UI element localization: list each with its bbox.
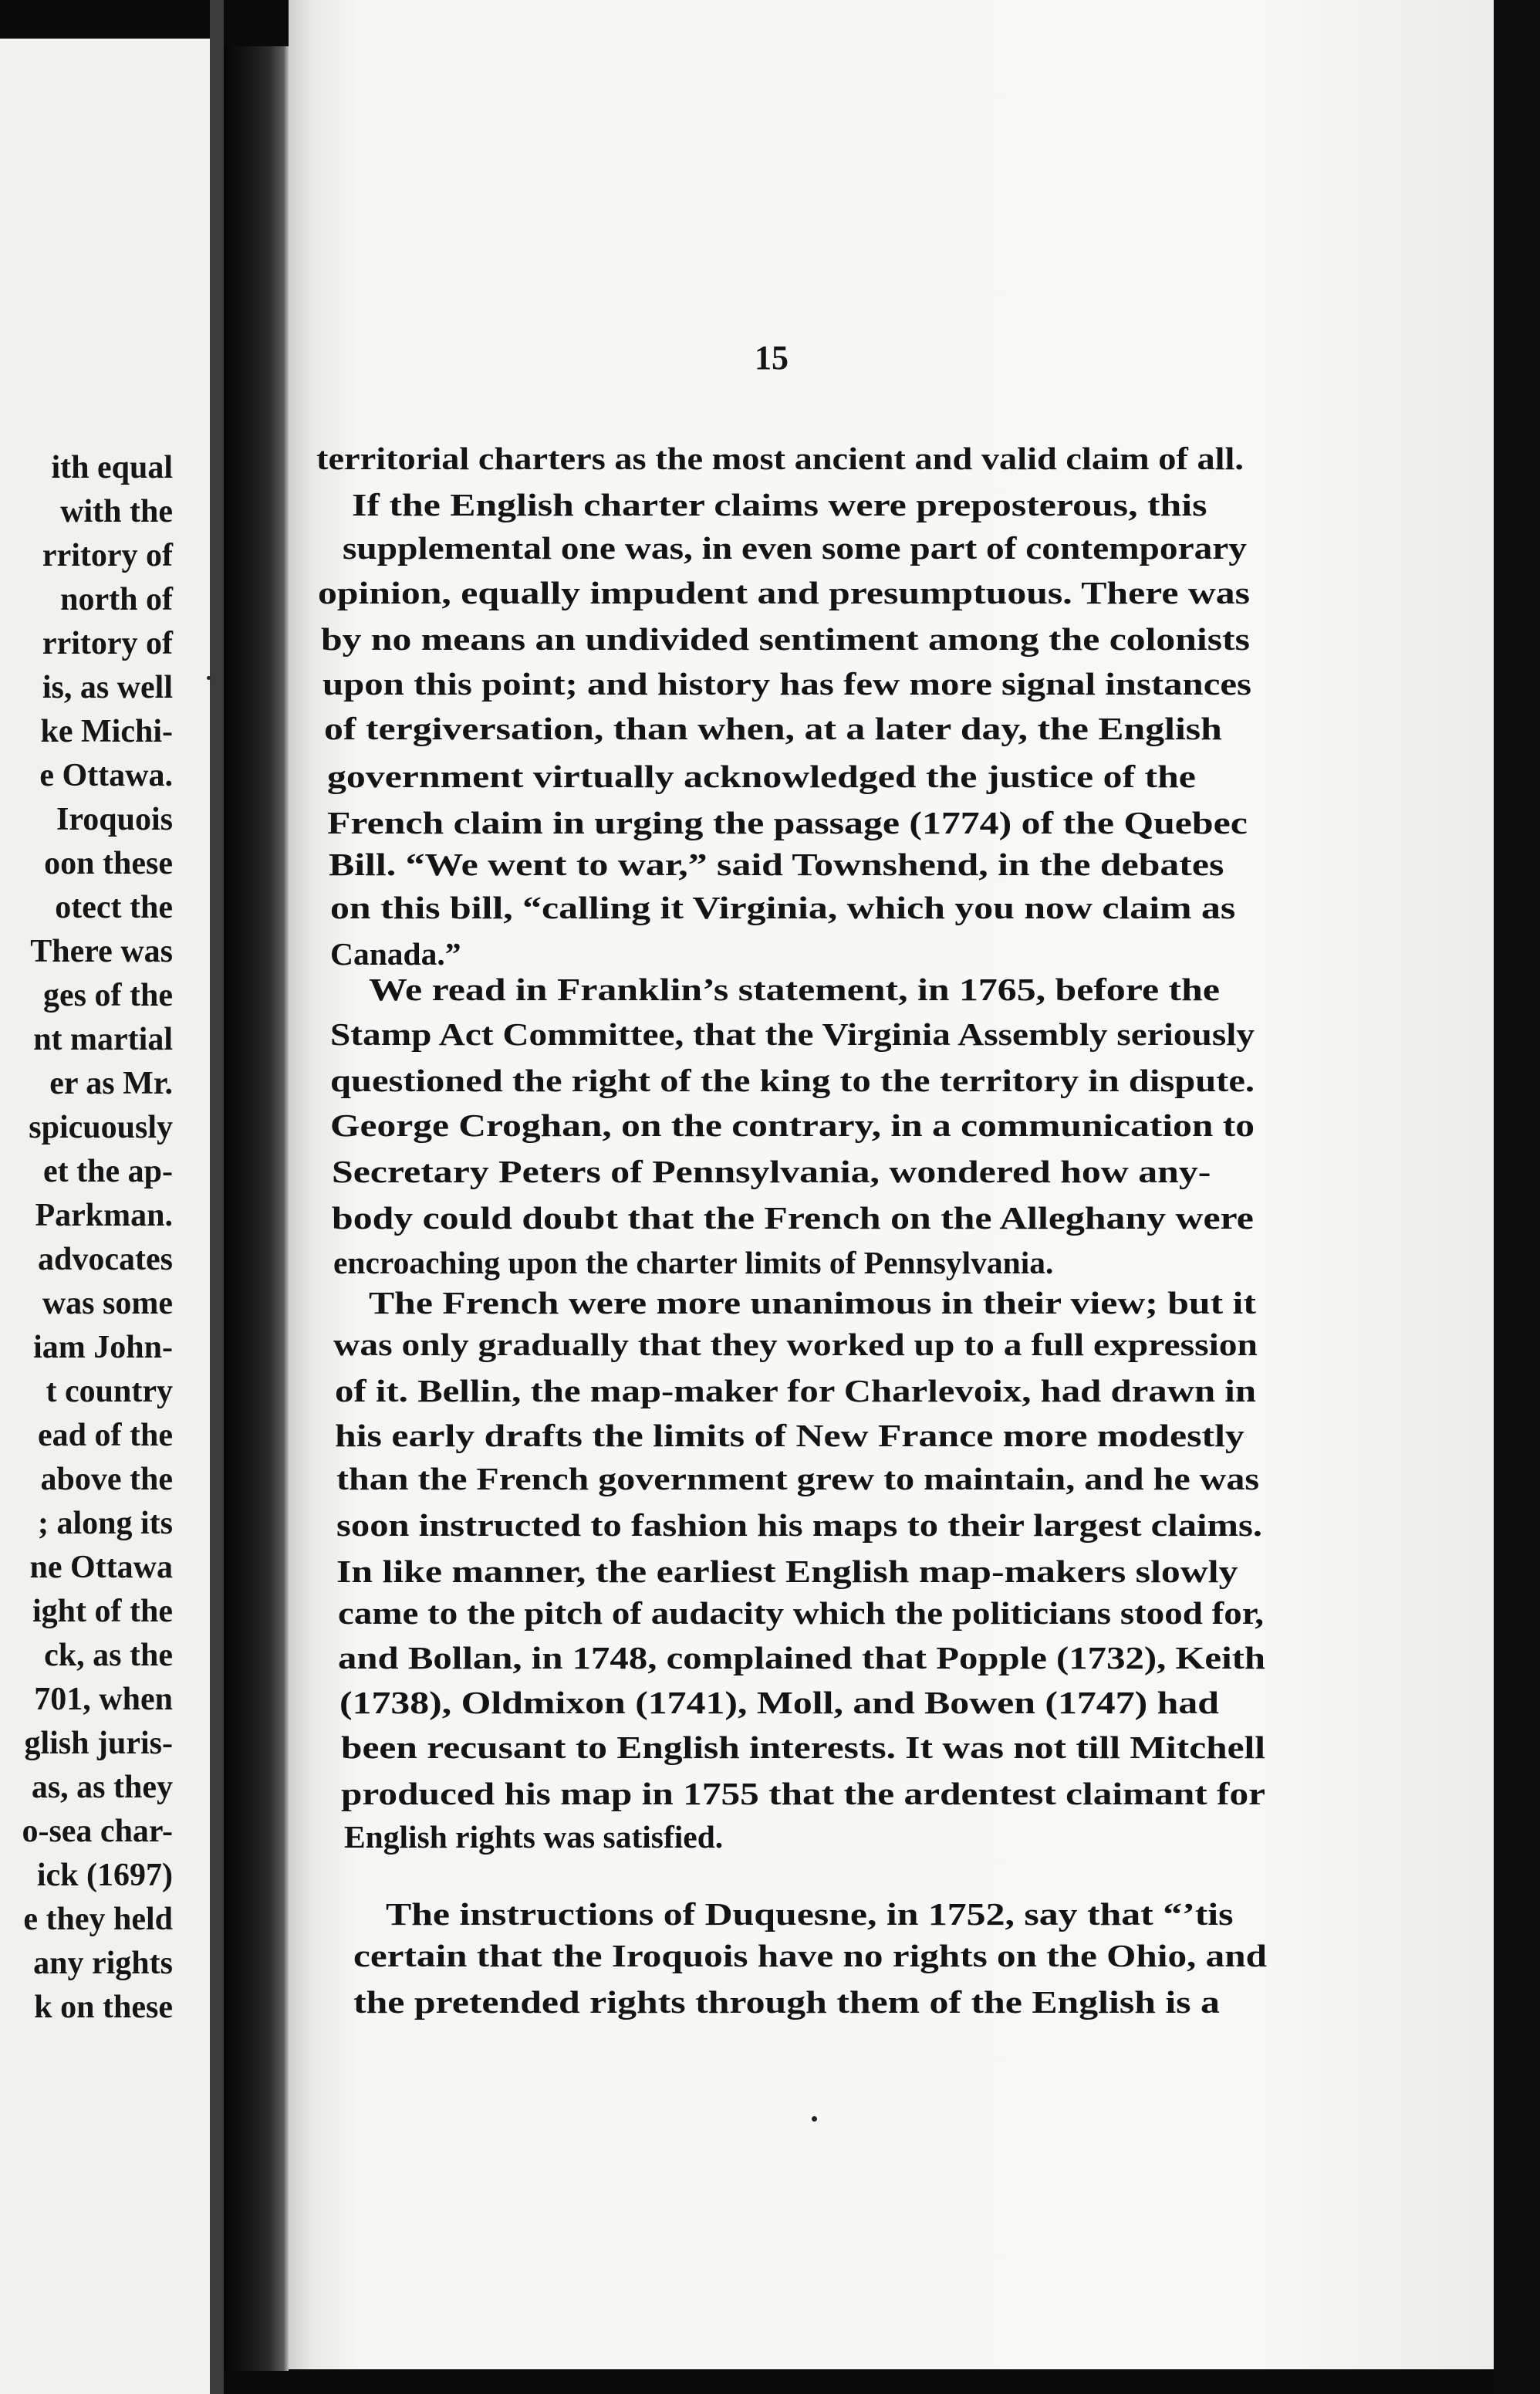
left-page-line: 701, when (34, 1682, 173, 1717)
left-page-line: ; along its (37, 1506, 173, 1541)
left-page-line: glish juris- (24, 1726, 173, 1761)
ink-speck (812, 2116, 817, 2122)
text-line: than the French government grew to maintain, and he was (336, 1461, 1260, 1496)
text-line: The French were more unanimous in their view; but it (369, 1285, 1256, 1320)
text-line: the pretended rights through them of the English is a (353, 1984, 1220, 2020)
left-page-line: There was (30, 934, 173, 969)
text-line: We read in Franklin’s statement, in 1765, before the (369, 972, 1220, 1007)
left-page-line: ick (1697) (36, 1858, 173, 1893)
text-line: by no means an undivided sentiment among the colonists (321, 621, 1250, 657)
text-line: his early drafts the limits of New France more modestly (335, 1418, 1244, 1453)
left-page-line: Parkman. (35, 1198, 173, 1233)
left-page-line: spicuously (29, 1110, 173, 1145)
text-line: government virtually acknowledged the justice of the (327, 759, 1196, 794)
text-line: George Croghan, on the contrary, in a communication to (330, 1107, 1255, 1143)
left-page-line: er as Mr. (49, 1066, 173, 1101)
left-page-line: e they held (23, 1902, 173, 1937)
text-line: Canada.” (330, 936, 461, 972)
left-page-line: nt martial (33, 1022, 173, 1057)
text-line: Secretary Peters of Pennsylvania, wondered how any- (332, 1154, 1211, 1189)
text-line: upon this point; and history has few more signal instances (323, 666, 1251, 702)
left-page-line: ight of the (32, 1594, 173, 1629)
ink-speck (207, 676, 211, 680)
text-line: been recusant to English interests. It was not till Mitchell (341, 1730, 1266, 1765)
left-page-line: o-sea char- (22, 1814, 173, 1849)
text-line: of tergiversation, than when, at a later day, the English (324, 711, 1222, 746)
text-line: questioned the right of the king to the territory in dispute. (330, 1063, 1255, 1098)
text-line: produced his map in 1755 that the ardentest claimant for (341, 1776, 1266, 1811)
left-page-line: e Ottawa. (39, 758, 173, 793)
text-line: Stamp Act Committee, that the Virginia Assembly seriously (330, 1016, 1255, 1052)
left-page-line: ke Michi- (40, 714, 173, 749)
left-page-line: iam John- (33, 1330, 173, 1365)
left-page-line: as, as they (31, 1770, 173, 1805)
left-page-line: et the ap- (43, 1154, 173, 1189)
text-line: soon instructed to fashion his maps to their largest claims. (336, 1507, 1263, 1543)
left-page-line: ead of the (38, 1418, 173, 1453)
left-page-line: ith equal (51, 450, 173, 485)
text-line: supplemental one was, in even some part of contemporary (343, 530, 1247, 566)
text-line: English rights was satisfied. (344, 1819, 724, 1855)
left-page-line: oon these (44, 846, 173, 881)
text-line: If the English charter claims were preposterous, this (352, 487, 1207, 522)
left-page-line: ges of the (43, 978, 173, 1013)
left-page-line: ck, as the (44, 1638, 173, 1673)
left-page-line: ne Ottawa (29, 1550, 173, 1585)
text-line: In like manner, the earliest English map-makers slowly (336, 1554, 1238, 1589)
text-line: opinion, equally impudent and presumptuous. There was (318, 575, 1251, 610)
text-line: certain that the Iroquois have no rights on the Ohio, and (353, 1938, 1267, 1973)
left-page-line: with the (60, 494, 173, 529)
left-page-line: was some (42, 1286, 173, 1321)
left-page-line: Iroquois (56, 802, 173, 837)
text-line: The instructions of Duquesne, in 1752, say that “’tis (386, 1896, 1234, 1932)
page-number: 15 (755, 339, 789, 377)
text-line: body could doubt that the French on the Alleghany were (332, 1200, 1254, 1236)
left-page-line: any rights (33, 1946, 173, 1981)
text-line: came to the pitch of audacity which the politicians stood for, (338, 1595, 1264, 1631)
text-line: encroaching upon the charter limits of Pennsylvania. (333, 1245, 1054, 1280)
left-page-line: north of (60, 582, 173, 617)
left-page-line: rritory of (42, 626, 173, 661)
left-page-line: advocates (38, 1242, 173, 1277)
left-page-line: above the (40, 1462, 173, 1497)
text-line: was only gradually that they worked up to a full expression (333, 1327, 1258, 1362)
left-page-line: t country (46, 1374, 173, 1409)
text-line: territorial charters as the most ancient and valid claim of all. (316, 441, 1244, 476)
left-page-line: rritory of (42, 538, 173, 573)
text-line: on this bill, “calling it Virginia, which you now claim as (330, 890, 1236, 925)
text-line: Bill. “We went to war,” said Townshend, in the debates (329, 847, 1224, 882)
left-page-line: is, as well (42, 670, 173, 705)
text-line: (1738), Oldmixon (1741), Moll, and Bowen (1747) had (339, 1685, 1219, 1720)
left-page-line: k on these (34, 1990, 173, 2025)
left-page-line: otect the (55, 890, 173, 925)
text-line: of it. Bellin, the map-maker for Charlevoix, had drawn in (335, 1373, 1257, 1408)
text-line: French claim in urging the passage (1774) of the Quebec (327, 805, 1248, 840)
text-line: and Bollan, in 1748, complained that Popple (1732), Keith (338, 1640, 1266, 1675)
